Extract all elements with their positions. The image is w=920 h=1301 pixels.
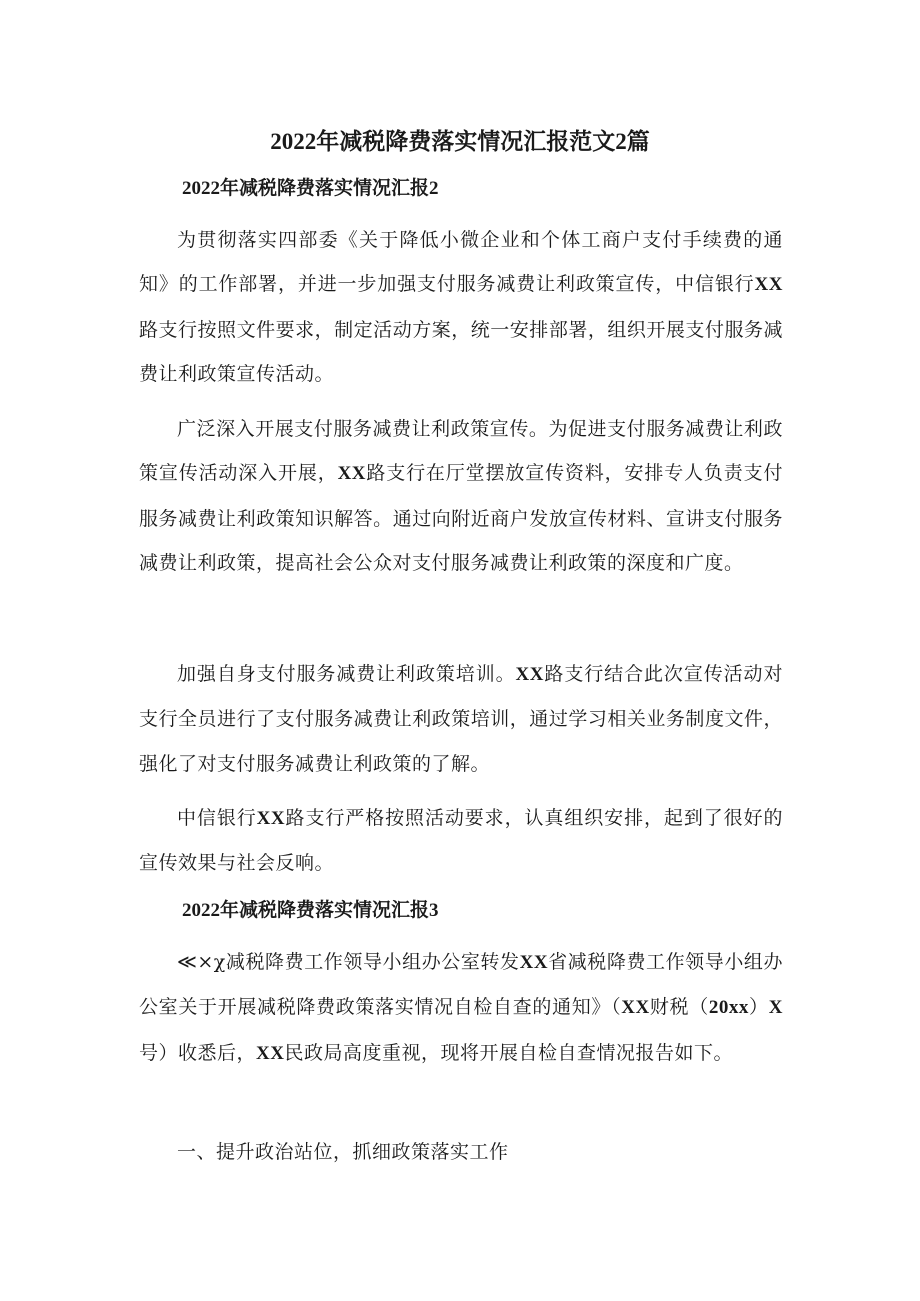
section-heading-2: 2022年减税降费落实情况汇报2: [182, 178, 439, 199]
paragraph-5: [139, 940, 783, 1076]
bold-text-run: XX: [337, 463, 367, 485]
text-run: ≪×χ减税降费工作领导小组办公室转发: [177, 951, 520, 973]
document-title: 2022年减税降费落实情况汇报范文2篇: [270, 129, 650, 154]
bold-text-run: XX: [256, 1042, 285, 1064]
text-run: 广泛深入开展支付服务减费让利政策宣传。为促进支付服务减费让利政策宣传活动深入开展，: [139, 418, 783, 485]
text-run: 省减税降费工作领导小组办公室关于开展减税降费政策落实情况自检自查的通知》（: [139, 951, 783, 1019]
paragraph-3: [139, 652, 783, 786]
bold-text-run: XX: [519, 952, 549, 973]
text-run: 路支行严格按照活动要求，认真组织安排，起到了很好的宣传效果与社会反响。: [139, 807, 783, 875]
paragraph-1: [139, 218, 783, 397]
text-run: 加强自身支付服务减费让利政策培训。: [177, 663, 516, 685]
text-run: 一、提升政治站位，抓细政策落实工作: [177, 1141, 509, 1163]
paragraph-2: [139, 407, 783, 586]
section-heading-3: 2022年减税降费落实情况汇报3: [182, 900, 439, 921]
text-run: 号）收悉后，: [139, 1041, 257, 1064]
bold-text-run: XX: [754, 274, 783, 296]
text-run: 为贯彻落实四部委《关于降低小微企业和个体工商户支付手续费的通知》的工作部署，并进一步加强支付服务减费让利政策宣传，中信银行: [139, 229, 783, 296]
bold-text-run: XX: [256, 808, 286, 829]
text-run: 中信银行: [177, 807, 257, 829]
text-run: 路支行在厅堂摆放宣传资料，安排专人负责支付服务减费让利政策知识解答。通过向附近商户发放宣传材料、宣讲支付服务减费让利政策，提高社会公众对支付服务减费让利政策的深度和广度。: [139, 462, 783, 575]
text-run: ）: [748, 996, 769, 1019]
bold-text-run: XX: [515, 664, 544, 685]
text-run: 路支行结合此次宣传活动对支行全员进行了支付服务减费让利政策培训，通过学习相关业务制度文件，强化了对支付服务减费让利政策的了解。: [139, 663, 783, 775]
paragraph-4: [139, 796, 783, 886]
paragraph-6: [139, 1130, 783, 1174]
text-run: 路支行按照文件要求，制定活动方案，统一安排部署，组织开展支付服务减费让利政策宣传活动。: [139, 318, 783, 386]
bold-text-run: X: [768, 997, 783, 1019]
text-run: 民政局高度重视，现将开展自检自查情况报告如下。: [284, 1041, 733, 1064]
bold-text-run: 20xx: [708, 997, 749, 1019]
text-run: 财税（: [649, 996, 709, 1019]
bold-text-run: XX: [621, 997, 650, 1019]
